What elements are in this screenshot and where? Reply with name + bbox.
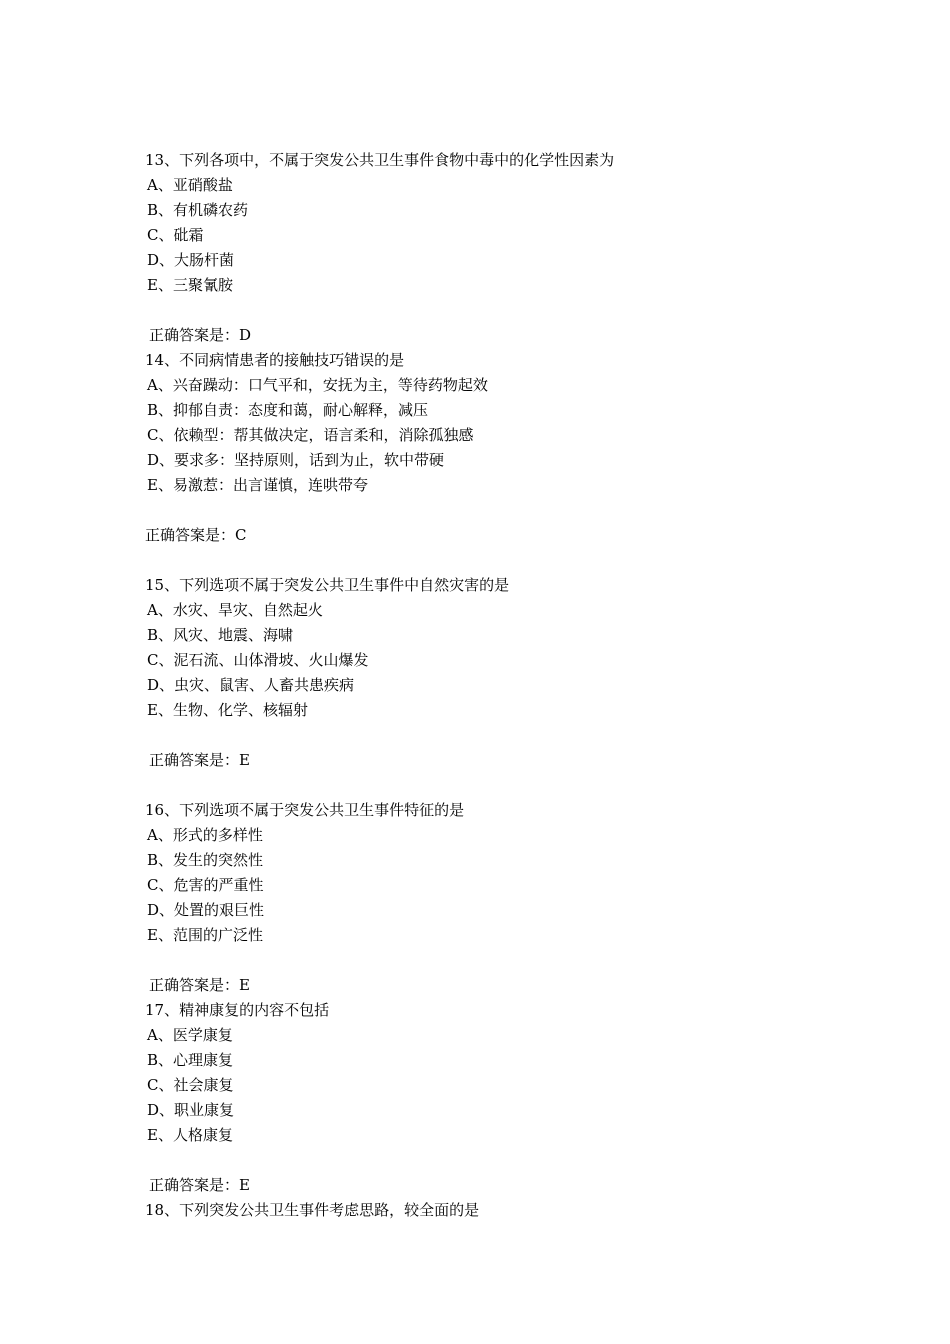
spacer bbox=[145, 723, 845, 748]
spacer bbox=[145, 498, 845, 523]
option-c: C、危害的严重性 bbox=[147, 876, 264, 894]
spacer bbox=[145, 1148, 845, 1173]
option-a: A、兴奋躁动：口气平和，安抚为主，等待药物起效 bbox=[147, 376, 488, 394]
option-b: B、有机磷农药 bbox=[147, 201, 249, 219]
question-13 bbox=[145, 148, 845, 348]
option-a: A、水灾、旱灾、自然起火 bbox=[147, 601, 323, 619]
option-c: C、砒霜 bbox=[147, 226, 204, 244]
option-e: E、人格康复 bbox=[147, 1126, 233, 1144]
option-e: E、生物、化学、核辐射 bbox=[147, 701, 308, 719]
option-e: E、易激惹：出言谨慎，连哄带夸 bbox=[147, 476, 368, 494]
spacer bbox=[145, 298, 845, 323]
question-16 bbox=[145, 798, 845, 998]
question-stem: 16、下列选项不属于突发公共卫生事件特征的是 bbox=[145, 801, 465, 819]
spacer bbox=[145, 948, 845, 973]
option-d: D、要求多：坚持原则，话到为止，软中带硬 bbox=[147, 451, 445, 469]
spacer bbox=[145, 548, 845, 573]
option-d: D、虫灾、鼠害、人畜共患疾病 bbox=[147, 676, 355, 694]
correct-answer: 正确答案是：E bbox=[149, 751, 250, 769]
option-e: E、范围的广泛性 bbox=[147, 926, 263, 944]
question-stem: 18、下列突发公共卫生事件考虑思路，较全面的是 bbox=[145, 1201, 480, 1219]
question-18 bbox=[145, 1198, 845, 1223]
correct-answer: 正确答案是：E bbox=[149, 976, 250, 994]
option-b: B、发生的突然性 bbox=[147, 851, 264, 869]
question-stem: 13、下列各项中，不属于突发公共卫生事件食物中毒中的化学性因素为 bbox=[145, 151, 615, 169]
question-list bbox=[145, 148, 845, 1223]
question-14 bbox=[145, 348, 845, 573]
question-15 bbox=[145, 573, 845, 798]
option-e: E、三聚氰胺 bbox=[147, 276, 233, 294]
option-a: A、亚硝酸盐 bbox=[147, 176, 233, 194]
option-d: D、大肠杆菌 bbox=[147, 251, 235, 269]
correct-answer: 正确答案是：E bbox=[149, 1176, 250, 1194]
question-17 bbox=[145, 998, 845, 1198]
correct-answer: 正确答案是：D bbox=[149, 326, 252, 344]
question-stem: 14、不同病情患者的接触技巧错误的是 bbox=[145, 351, 405, 369]
option-a: A、医学康复 bbox=[147, 1026, 233, 1044]
option-d: D、处置的艰巨性 bbox=[147, 901, 265, 919]
option-b: B、抑郁自责：态度和蔼，耐心解释，减压 bbox=[147, 401, 429, 419]
option-c: C、依赖型：帮其做决定，语言柔和，消除孤独感 bbox=[147, 426, 474, 444]
option-c: C、泥石流、山体滑坡、火山爆发 bbox=[147, 651, 369, 669]
option-b: B、风灾、地震、海啸 bbox=[147, 626, 294, 644]
option-d: D、职业康复 bbox=[147, 1101, 235, 1119]
option-b: B、心理康复 bbox=[147, 1051, 234, 1069]
correct-answer: 正确答案是：C bbox=[145, 526, 247, 544]
question-stem: 17、精神康复的内容不包括 bbox=[145, 1001, 330, 1019]
question-stem: 15、下列选项不属于突发公共卫生事件中自然灾害的是 bbox=[145, 576, 510, 594]
option-c: C、社会康复 bbox=[147, 1076, 234, 1094]
option-a: A、形式的多样性 bbox=[147, 826, 263, 844]
spacer bbox=[145, 773, 845, 798]
